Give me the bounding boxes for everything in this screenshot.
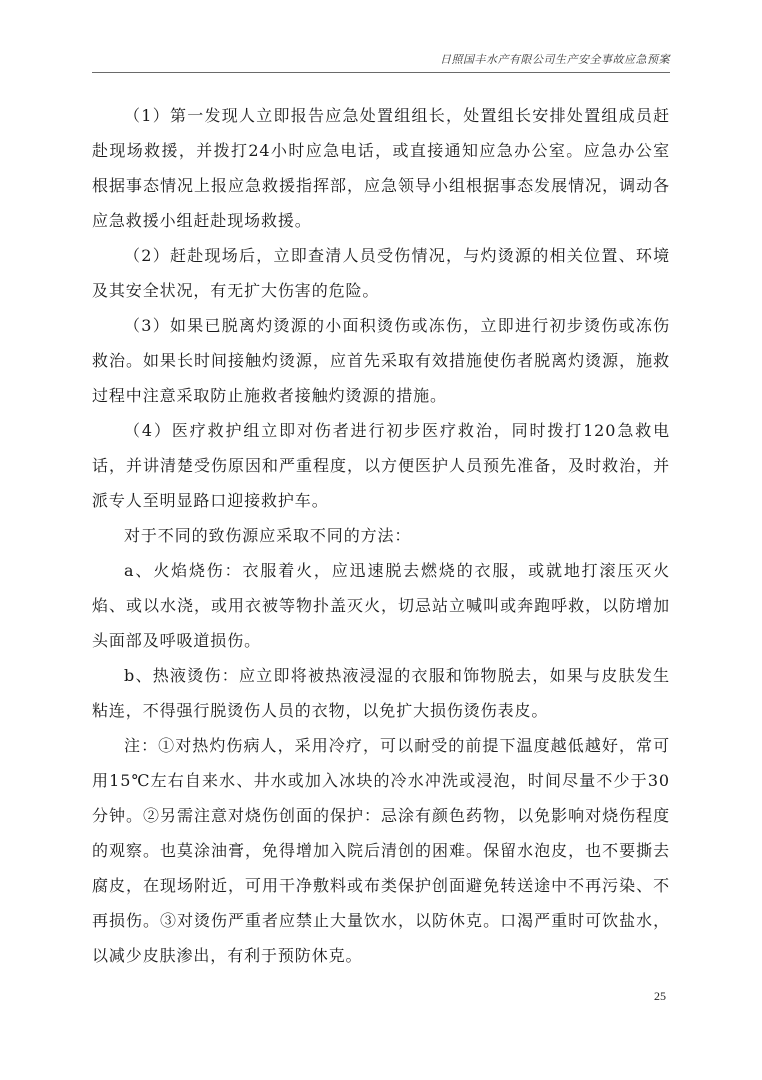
paragraph-step-3: （3）如果已脱离灼烫源的小面积烫伤或冻伤，立即进行初步烫伤或冻伤救治。如果长时间接触灼烫源，应首先采取有效措施使伤者脱离灼烫源，施救过程中注意采取防止施救者接触灼烫源的措施。 xyxy=(92,316,670,405)
document-body xyxy=(92,98,670,973)
page-number: 25 xyxy=(654,989,666,1003)
paragraph-methods-intro: 对于不同的致伤源应采取不同的方法： xyxy=(124,526,412,545)
header-title: 日照国丰水产有限公司生产安全事故应急预案 xyxy=(440,53,670,66)
paragraph-step-1: （1）第一发现人立即报告应急处置组组长，处置组长安排处置组成员赶赴现场救援，并拨打24小时应急电话，或直接通知应急办公室。应急办公室根据事态情况上报应急救援指挥部，应急领导小组根据事态发展情况，调动各应急救援小组赶赴现场救援。 xyxy=(92,106,670,230)
paragraph-scald: b、热液烫伤：应立即将被热液浸湿的衣服和饰物脱去，如果与皮肤发生粘连，不得强行脱烫伤人员的衣物，以免扩大损伤烫伤表皮。 xyxy=(92,666,670,720)
paragraph-step-2: （2）赶赴现场后，立即查清人员受伤情况，与灼烫源的相关位置、环境及其安全状况，有无扩大伤害的危险。 xyxy=(92,246,670,300)
paragraph-step-4: （4）医疗救护组立即对伤者进行初步医疗救治，同时拨打120急救电话，并讲清楚受伤原因和严重程度，以方便医护人员预先准备，及时救治，并派专人至明显路口迎接救护车。 xyxy=(92,421,670,510)
paragraph-note: 注：①对热灼伤病人，采用冷疗，可以耐受的前提下温度越低越好，常可用15℃左右自来水、井水或加入冰块的冷水冲洗或浸泡，时间尽量不少于30分钟。②另需注意对烧伤创面的保护：忌涂有颜色药物，以免影响对烧伤程度的观察。也莫涂油膏，免得增加入院后清创的困难。保留水泡皮，也不要撕去腐皮，在现场附近，可用干净敷料或布类保护创面避免转送途中不再污染、不再损伤。③对烫伤严重者应禁止大量饮水，以防休克。口渴严重时可饮盐水，以减少皮肤渗出，有利于预防休克。 xyxy=(92,736,670,965)
page-header xyxy=(92,44,670,73)
paragraph-flame-burn: a、火焰烧伤：衣服着火，应迅速脱去燃烧的衣服，或就地打滚压灭火焰、或以水浇，或用衣被等物扑盖灭火，切忌站立喊叫或奔跑呼救，以防增加头面部及呼吸道损伤。 xyxy=(92,561,670,650)
